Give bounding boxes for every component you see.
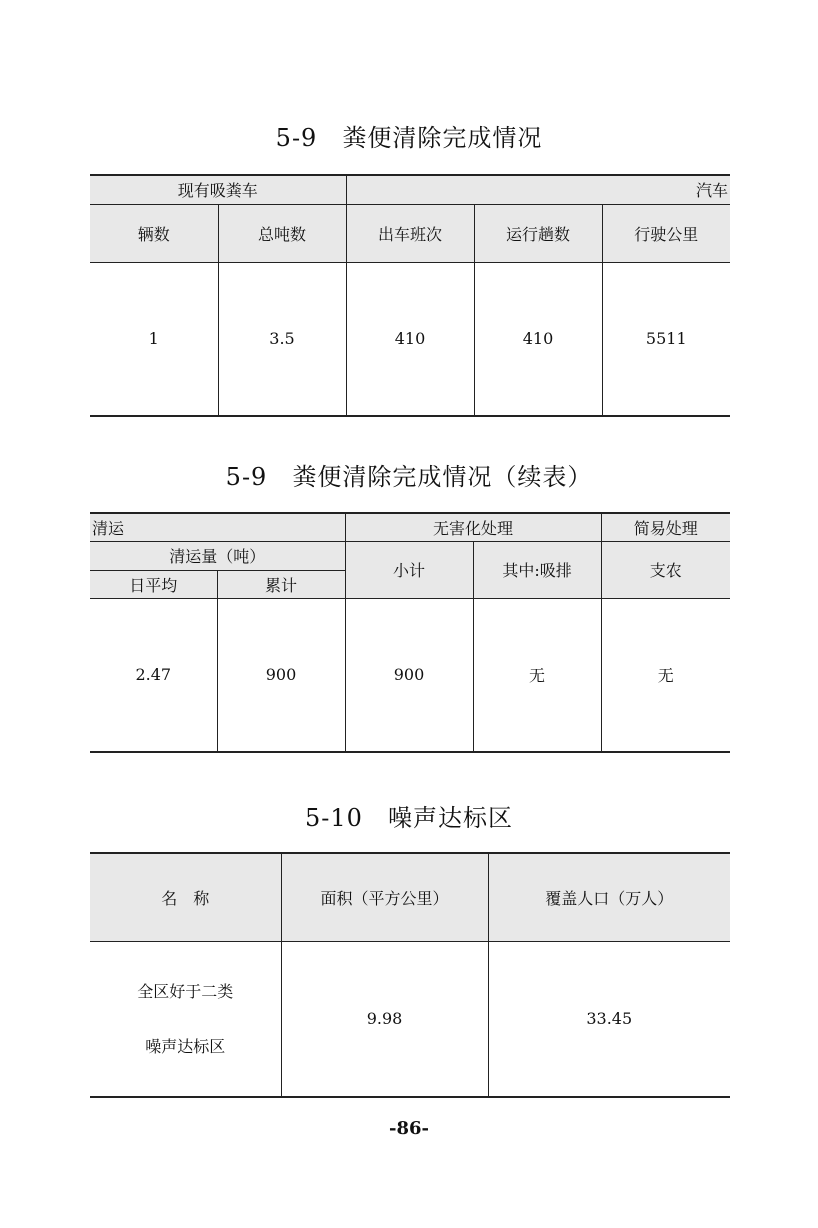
col-area: 面积（平方公里） (281, 853, 488, 941)
header-transport-volume: 清运量（吨） (90, 541, 345, 570)
table1-title: 5-9 粪便清除完成情况 (275, 124, 543, 152)
table2 (90, 512, 730, 753)
cell-kilometers: 5511 (602, 262, 730, 416)
cell-zone-name (90, 941, 281, 1097)
cell-dispatch-shifts: 410 (346, 262, 474, 416)
col-kilometers: 行驶公里 (602, 204, 730, 262)
cell-area: 9.98 (281, 941, 488, 1097)
table2-title: 5-9 粪便清除完成情况（续表） (225, 463, 593, 491)
col-population: 覆盖人口（万人） (488, 853, 730, 941)
col-vehicle-count: 辆数 (90, 204, 218, 262)
cell-agriculture: 无 (601, 598, 730, 752)
header-group-transport: 清运 (90, 513, 345, 541)
cell-population: 33.45 (488, 941, 730, 1097)
cell-daily-average: 2.47 (90, 598, 217, 752)
col-total-tonnage: 总吨数 (218, 204, 346, 262)
cell-cumulative: 900 (217, 598, 345, 752)
table1 (90, 174, 730, 417)
col-of-which-suction: 其中:吸排 (473, 541, 601, 598)
col-cumulative: 累计 (217, 570, 345, 598)
header-group-suction-trucks: 现有吸粪车 (90, 175, 346, 204)
cell-vehicle-count: 1 (90, 262, 218, 416)
col-daily-average: 日平均 (90, 570, 217, 598)
header-group-trucks: 汽车 (346, 175, 730, 204)
col-subtotal: 小计 (345, 541, 473, 598)
col-agriculture: 支农 (601, 541, 730, 598)
col-name: 名 称 (90, 853, 281, 941)
table3-title: 5-10 噪声达标区 (305, 804, 513, 832)
table3 (90, 852, 730, 1098)
cell-subtotal: 900 (345, 598, 473, 752)
page-number: -86- (389, 1118, 429, 1139)
cell-total-tonnage: 3.5 (218, 262, 346, 416)
cell-trips: 410 (474, 262, 602, 416)
zone-name-line1: 全区好于二类 (137, 981, 234, 1001)
col-dispatch-shifts: 出车班次 (346, 204, 474, 262)
cell-of-which-suction: 无 (473, 598, 601, 752)
header-group-harmless: 无害化处理 (345, 513, 601, 541)
header-group-simple: 简易处理 (601, 513, 730, 541)
zone-name-line2: 噪声达标区 (145, 1036, 226, 1056)
col-trips: 运行趟数 (474, 204, 602, 262)
